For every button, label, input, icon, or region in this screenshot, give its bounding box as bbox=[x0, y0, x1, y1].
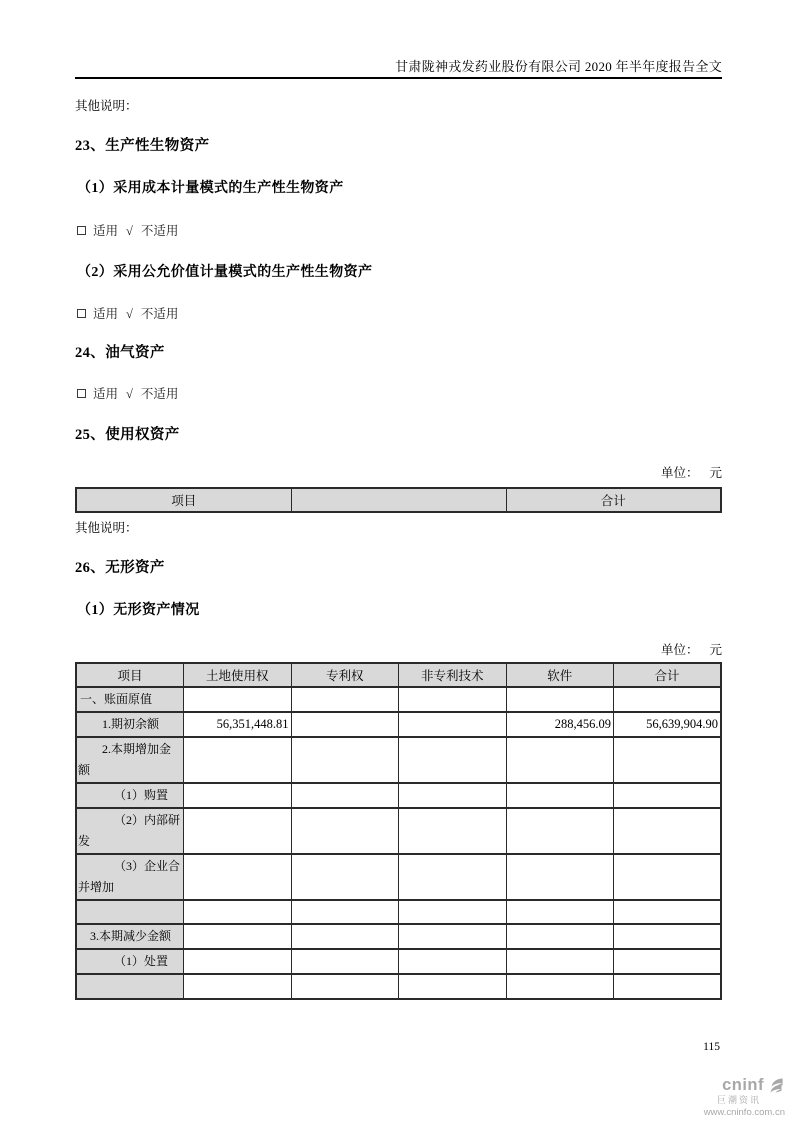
checkmark-icon: √ bbox=[126, 224, 133, 238]
table-cell bbox=[506, 949, 614, 974]
table-cell bbox=[399, 949, 507, 974]
column-header: 合计 bbox=[614, 663, 722, 687]
row-label: 1.期初余额 bbox=[76, 712, 184, 737]
table-cell bbox=[399, 974, 507, 999]
applicable-label: 适用 bbox=[93, 307, 119, 321]
applicability-line-3 bbox=[77, 384, 178, 402]
table-cell bbox=[614, 808, 722, 854]
page-header-title: 甘肃陇神戎发药业股份有限公司 2020 年半年度报告全文 bbox=[395, 59, 722, 74]
table-cell bbox=[614, 924, 722, 949]
table-cell bbox=[184, 854, 292, 900]
table-cell bbox=[614, 900, 722, 924]
table-row bbox=[76, 854, 721, 900]
unit-value: 元 bbox=[709, 643, 722, 657]
table-cell bbox=[506, 854, 614, 900]
table-cell bbox=[291, 737, 399, 783]
column-header-middle bbox=[291, 488, 506, 512]
row-label: 一、账面原值 bbox=[76, 687, 184, 712]
table-cell bbox=[399, 783, 507, 808]
column-header: 土地使用权 bbox=[184, 663, 292, 687]
table-cell bbox=[184, 687, 292, 712]
checkbox-unchecked-icon bbox=[77, 309, 86, 318]
column-header-item: 项目 bbox=[76, 488, 291, 512]
cninfo-url: www.cninfo.com.cn bbox=[703, 1107, 785, 1118]
section-23-sub1-title: （1）采用成本计量模式的生产性生物资产 bbox=[77, 181, 344, 196]
unit-line bbox=[661, 640, 722, 658]
column-header: 软件 bbox=[506, 663, 614, 687]
table-cell bbox=[184, 900, 292, 924]
row-label: （3）企业合并增加 bbox=[76, 854, 184, 900]
table-cell bbox=[184, 808, 292, 854]
unit-value: 元 bbox=[709, 466, 722, 480]
section-26-sub1-title: （1）无形资产情况 bbox=[77, 603, 200, 618]
table-cell bbox=[399, 854, 507, 900]
table-row bbox=[76, 974, 721, 999]
table-header-row bbox=[76, 663, 721, 687]
table-cell bbox=[614, 783, 722, 808]
section-26-title: 26、无形资产 bbox=[75, 560, 165, 576]
row-label bbox=[76, 974, 184, 999]
section-24-title: 24、油气资产 bbox=[75, 345, 165, 361]
other-notes-label: 其他说明： bbox=[75, 521, 138, 535]
table-cell bbox=[506, 737, 614, 783]
table-cell bbox=[399, 687, 507, 712]
table-row bbox=[76, 900, 721, 924]
cninfo-logo bbox=[681, 1076, 785, 1118]
checkbox-unchecked-icon bbox=[77, 389, 86, 398]
page-number: 115 bbox=[703, 1041, 720, 1053]
table-cell bbox=[291, 687, 399, 712]
table-row bbox=[76, 687, 721, 712]
unit-line bbox=[661, 463, 722, 481]
table-cell bbox=[506, 783, 614, 808]
table-cell bbox=[614, 737, 722, 783]
table-cell bbox=[291, 783, 399, 808]
table-cell bbox=[506, 974, 614, 999]
cninfo-caption: 巨潮资讯 bbox=[716, 1095, 761, 1105]
cninfo-logo-text: cninf bbox=[722, 1076, 764, 1094]
table-cell bbox=[291, 974, 399, 999]
checkmark-icon: √ bbox=[126, 307, 133, 321]
table-cell bbox=[399, 808, 507, 854]
table-cell bbox=[291, 854, 399, 900]
table-cell bbox=[184, 949, 292, 974]
checkbox-unchecked-icon bbox=[77, 226, 86, 235]
row-label: （2）内部研发 bbox=[76, 808, 184, 854]
not-applicable-label: 不适用 bbox=[140, 307, 179, 321]
section-23-title: 23、生产性生物资产 bbox=[75, 138, 210, 154]
table-row bbox=[76, 808, 721, 854]
section-23-sub2-title: （2）采用公允价值计量模式的生产性生物资产 bbox=[77, 265, 373, 280]
table-cell bbox=[184, 924, 292, 949]
applicable-label: 适用 bbox=[93, 224, 119, 238]
table-cell bbox=[184, 974, 292, 999]
table-cell bbox=[614, 687, 722, 712]
table-cell bbox=[506, 900, 614, 924]
table-cell bbox=[399, 737, 507, 783]
unit-label: 单位： bbox=[660, 643, 699, 657]
column-header-total: 合计 bbox=[506, 488, 721, 512]
header-divider bbox=[75, 77, 722, 79]
table-row bbox=[76, 783, 721, 808]
table-cell bbox=[291, 924, 399, 949]
table-cell bbox=[399, 924, 507, 949]
table-row bbox=[76, 712, 721, 737]
section-25-title: 25、使用权资产 bbox=[75, 427, 180, 443]
applicability-line-2 bbox=[77, 304, 178, 322]
row-label: 3.本期减少金额 bbox=[76, 924, 184, 949]
table-cell: 56,351,448.81 bbox=[184, 712, 292, 737]
cninfo-swirl-icon bbox=[766, 1077, 785, 1094]
table-cell bbox=[506, 808, 614, 854]
table-cell bbox=[399, 900, 507, 924]
table-cell bbox=[506, 924, 614, 949]
table-row bbox=[76, 737, 721, 783]
applicable-label: 适用 bbox=[93, 387, 119, 401]
checkmark-icon: √ bbox=[126, 387, 133, 401]
not-applicable-label: 不适用 bbox=[140, 224, 179, 238]
table-cell bbox=[291, 712, 399, 737]
row-label: 2.本期增加金额 bbox=[76, 737, 184, 783]
table-cell bbox=[184, 737, 292, 783]
table-cell: 56,639,904.90 bbox=[614, 712, 722, 737]
table-cell bbox=[614, 854, 722, 900]
table-cell bbox=[291, 949, 399, 974]
table-cell bbox=[614, 949, 722, 974]
applicability-line-1 bbox=[77, 221, 178, 239]
column-header: 非专利技术 bbox=[399, 663, 507, 687]
table-cell bbox=[399, 712, 507, 737]
row-label: （1）购置 bbox=[76, 783, 184, 808]
table-cell bbox=[291, 808, 399, 854]
not-applicable-label: 不适用 bbox=[140, 387, 179, 401]
table-row bbox=[76, 924, 721, 949]
table-cell bbox=[184, 783, 292, 808]
table-cell bbox=[506, 687, 614, 712]
table-row bbox=[76, 949, 721, 974]
other-notes-label: 其他说明： bbox=[75, 99, 138, 113]
right-of-use-assets-table bbox=[75, 487, 722, 513]
table-cell bbox=[614, 974, 722, 999]
intangible-assets-table bbox=[75, 662, 722, 1000]
row-label bbox=[76, 900, 184, 924]
column-header: 专利权 bbox=[291, 663, 399, 687]
table-cell bbox=[291, 900, 399, 924]
column-header: 项目 bbox=[76, 663, 184, 687]
table-cell: 288,456.09 bbox=[506, 712, 614, 737]
unit-label: 单位： bbox=[660, 466, 699, 480]
row-label: （1）处置 bbox=[76, 949, 184, 974]
